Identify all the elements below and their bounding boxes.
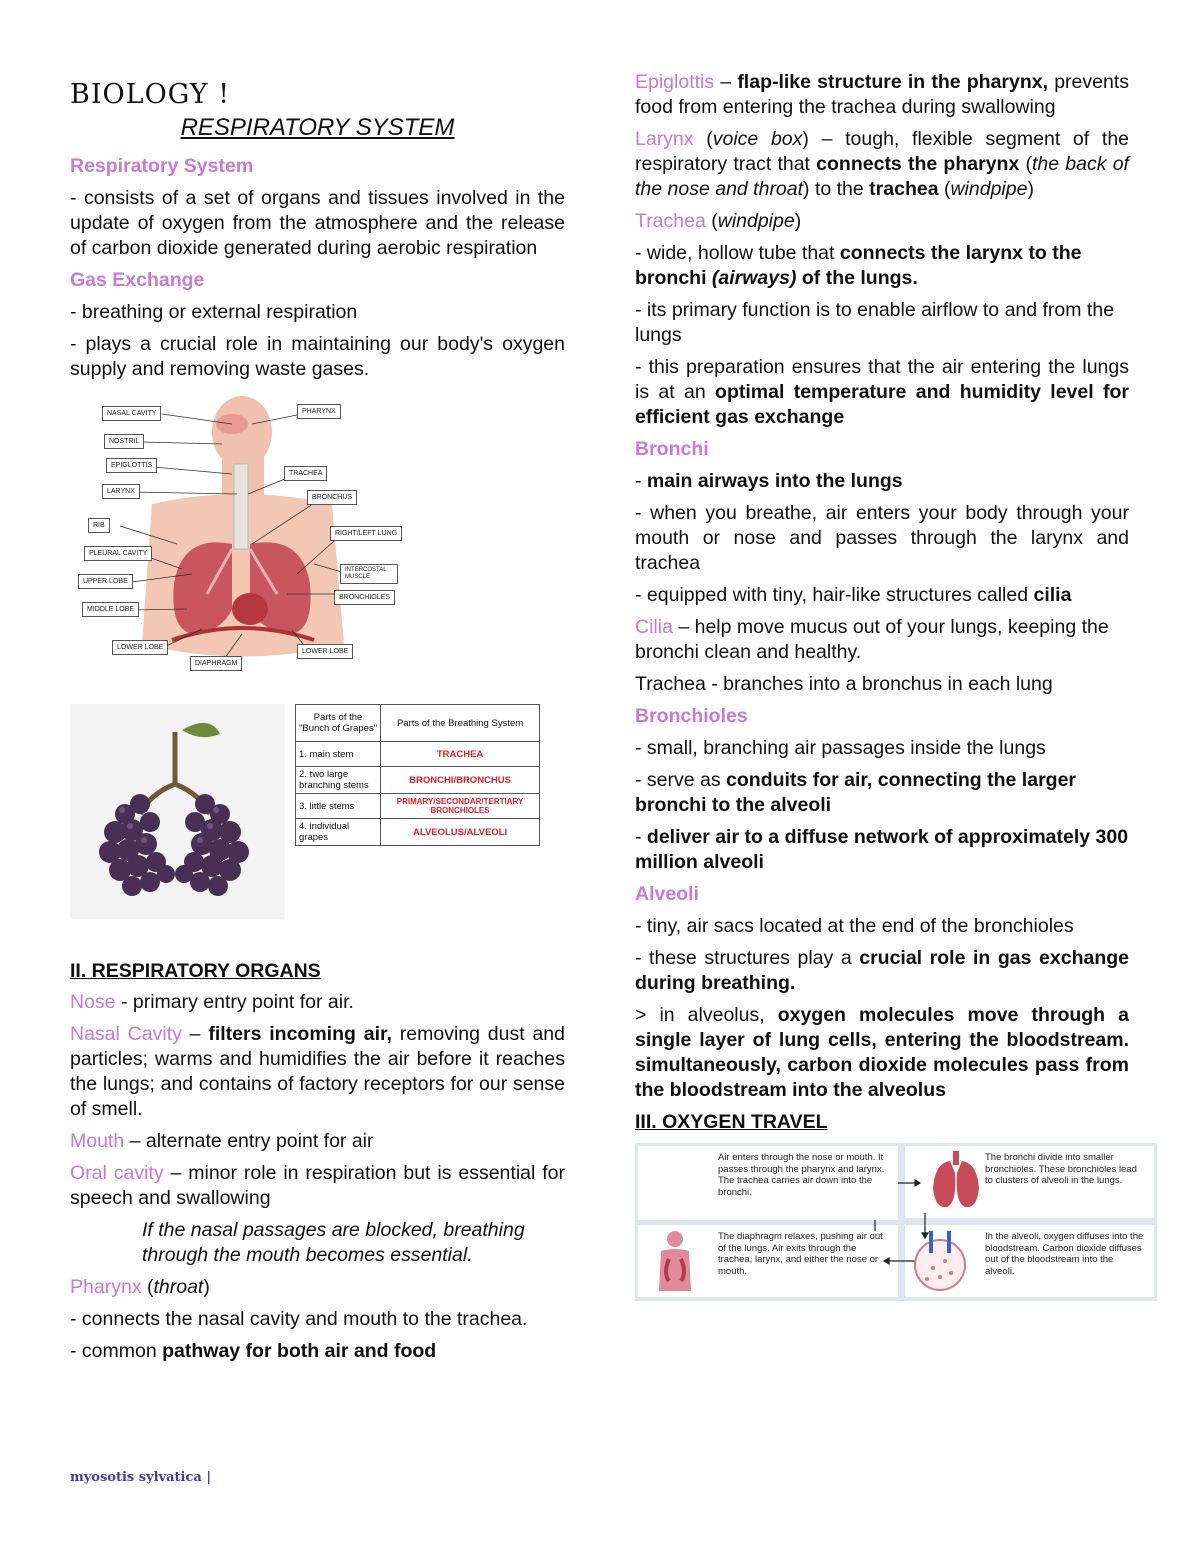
epiglottis-entry	[635, 70, 1129, 120]
trachea-bold: connects the larynx to the bronchi	[635, 242, 1082, 289]
paren: (	[705, 210, 718, 232]
oxygen-step-1-text: Air enters through the nose or mouth. It passes through the pharynx and larynx. The trachea carries air down into the bronchi.	[718, 1152, 885, 1198]
oral-cavity-term: Oral cavity	[70, 1162, 164, 1184]
table-cell: 4. individual grapes	[296, 819, 381, 846]
table-header-cell: Parts of the Breathing System	[381, 705, 540, 742]
trachea-branch-note: Trachea - branches into a bronchus in each lung	[635, 673, 1053, 695]
bunch-of-grapes-section	[70, 704, 565, 919]
table-row	[296, 819, 540, 846]
trachea-point-3	[635, 355, 1129, 430]
oxygen-travel-diagram	[635, 1143, 1157, 1301]
bronchi-bold: main airways into the lungs	[646, 470, 903, 492]
label-rib: RIB	[88, 518, 110, 533]
right-column	[635, 70, 1144, 1301]
label-pharynx: PHARYNX	[297, 404, 341, 419]
larynx-alt-name: voice box	[712, 128, 803, 150]
cilia-entry	[635, 615, 1129, 665]
trachea-bold: optimal temperature and humidity level for efficient gas exchange	[635, 381, 1129, 428]
bronchi-point-2: - when you breathe, air enters your body through your mouth or nose and passes through the larynx and trachea	[635, 502, 1129, 574]
bronchioles-point-3	[635, 825, 1129, 875]
gas-exchange-heading: Gas Exchange	[70, 269, 205, 291]
table-cell: 1. main stem	[296, 742, 381, 767]
gas-exchange-point-1: - breathing or external respiration	[70, 301, 358, 323]
nasal-cavity-entry	[70, 1022, 565, 1122]
text: - this preparation ensures that the air entering the lungs is at an	[635, 356, 1129, 403]
pharynx-point-1: - connects the nasal cavity and mouth to the trachea.	[70, 1308, 528, 1330]
oral-cavity-definition: – minor role in respiration but is essential for speech and swallowing	[70, 1162, 565, 1209]
bronchi-heading: Bronchi	[635, 438, 709, 460]
pharynx-term: Pharynx	[70, 1276, 142, 1298]
dash: –	[181, 1023, 209, 1045]
table-cell: 2. two large branching stems	[296, 767, 381, 794]
larynx-entry	[635, 127, 1129, 202]
left-column	[70, 70, 565, 1371]
alveoli-point-2	[635, 946, 1129, 996]
text: - common	[70, 1340, 163, 1362]
table-cell: PRIMARY/SECONDAR/TERTIARY BRONCHIOLES	[381, 794, 540, 819]
oral-cavity-entry	[70, 1161, 565, 1211]
text: - these structures play a	[635, 947, 860, 969]
trachea-italic: (airways)	[711, 267, 797, 289]
text: - serve as	[635, 769, 727, 791]
bronchioles-bold: conduits for air, connecting the larger bronchi to the alveoli	[635, 769, 1077, 816]
label-diaphragm: DIAPHRAGM	[190, 656, 242, 671]
larynx-italic: the back of the nose and throat	[635, 153, 1129, 200]
table-cell: 3. little stems	[296, 794, 381, 819]
oxygen-step-2-text: The bronchi divide into smaller bronchioles. These bronchioles lead to clusters of alveoli in the lungs.	[985, 1152, 1137, 1186]
paren: (	[693, 128, 713, 150]
nasal-cavity-term: Nasal Cavity	[70, 1023, 182, 1045]
respiratory-organs-heading: II. RESPIRATORY ORGANS	[70, 960, 321, 982]
page-subtitle: RESPIRATORY SYSTEM	[180, 114, 455, 141]
oxygen-step-2	[905, 1146, 1154, 1220]
mouth-term: Mouth	[70, 1130, 125, 1152]
table-cell: TRACHEA	[381, 742, 540, 767]
alveoli-point-3	[635, 1003, 1129, 1103]
bronchi-point-3	[635, 583, 1129, 608]
bronchi-point-1	[635, 469, 1129, 494]
trachea-bold: of the lungs.	[796, 267, 918, 289]
respiratory-diagram	[82, 394, 412, 684]
label-middle-lobe: MIDDLE LOBE	[82, 602, 139, 617]
alveoli-point-1: - tiny, air sacs located at the end of the bronchioles	[635, 915, 1074, 937]
text: -	[635, 826, 647, 848]
epiglottis-definition: prevents food from entering the trachea during swallowing	[635, 71, 1130, 118]
blocked-nasal-note: If the nasal passages are blocked, breathing through the mouth becomes essential.	[142, 1219, 525, 1266]
respiratory-system-heading: Respiratory System	[70, 155, 254, 177]
respiratory-system-definition: - consists of a set of organs and tissues involved in the update of oxygen from the atmosphere and the release of carbon dioxide generated during aerobic respiration	[70, 187, 565, 259]
paren: )	[1027, 178, 1034, 200]
table-row	[296, 742, 540, 767]
paren: (	[141, 1276, 154, 1298]
label-intercostal-muscle: INTERCOSTAL MUSCLE	[340, 564, 398, 584]
oxygen-step-3-text: The diaphragm relaxes, pushing air out of the lungs. Air exits through the trachea, larynx, and either the nose or mouth.	[718, 1231, 883, 1277]
label-bronchus: BRONCHUS	[307, 490, 357, 505]
larynx-term: Larynx	[635, 128, 694, 150]
paren: )	[203, 1276, 210, 1298]
nose-definition: - primary entry point for air.	[115, 991, 354, 1013]
nose-entry	[70, 990, 565, 1015]
table-header-cell: Parts of the "Bunch of Grapes"	[296, 705, 381, 742]
text: - equipped with tiny, hair-like structures called	[635, 584, 1034, 606]
paren: (	[938, 178, 951, 200]
trachea-alt-name: windpipe	[717, 210, 795, 232]
paren: )	[794, 210, 802, 232]
label-upper-lobe: UPPER LOBE	[78, 574, 133, 589]
label-nostril: NOSTRIL	[104, 434, 144, 449]
table-row	[296, 767, 540, 794]
oxygen-step-4	[905, 1225, 1154, 1299]
epiglottis-term: Epiglottis	[635, 71, 715, 93]
epiglottis-bold: flap-like structure in the pharynx,	[737, 71, 1049, 93]
label-epiglottis: EPIGLOTTIS	[106, 458, 157, 473]
grape-lungs-icon	[70, 704, 285, 919]
larynx-italic: windpipe	[950, 178, 1028, 200]
pharynx-alt-name: throat	[153, 1276, 204, 1298]
dash: –	[714, 71, 738, 93]
cilia-definition: – help move mucus out of your lungs, keeping the bronchi clean and healthy.	[635, 616, 1109, 663]
pharynx-point-2	[70, 1339, 565, 1364]
pharynx-entry	[70, 1275, 565, 1300]
alveoli-bold: oxygen molecules move through a single layer of lung cells, entering the bloodstream. simultaneously, carbon dioxide molecules pass from the bloodstream into the alveolus	[635, 1004, 1129, 1101]
label-nasal-cavity: NASAL CAVITY	[102, 406, 161, 421]
oxygen-step-3	[638, 1225, 898, 1299]
label-lower-lobe-right: LOWER LOBE	[297, 644, 353, 659]
label-pleural-cavity: PLEURAL CAVITY	[84, 546, 152, 561]
gas-exchange-point-2: - plays a crucial role in maintaining our body's oxygen supply and removing waste gases.	[70, 333, 565, 380]
text: - wide, hollow tube that	[635, 242, 840, 264]
text: > in alveolus,	[635, 1004, 778, 1026]
bunch-of-grapes-table	[295, 704, 540, 846]
mouth-entry	[70, 1129, 565, 1154]
mouth-definition: – alternate entry point for air	[124, 1130, 374, 1152]
table-cell: ALVEOLUS/ALVEOLI	[381, 819, 540, 846]
alveoli-bold: crucial role in gas exchange during breathing.	[635, 947, 1129, 994]
text: -	[635, 470, 647, 492]
paren: (	[1019, 153, 1032, 175]
text: ) – tough, flexible segment of the respiratory tract that	[635, 128, 1130, 175]
nose-term: Nose	[70, 991, 116, 1013]
oxygen-step-4-text: In the alveoli, oxygen diffuses into the bloodstream. Carbon dioxide diffuses out of the bloodstream into the alveoli.	[985, 1231, 1144, 1277]
larynx-bold: trachea	[869, 178, 939, 200]
page-title: BIOLOGY !	[70, 79, 231, 110]
label-bronchioles: BRONCHIOLES	[334, 590, 395, 605]
grape-lungs-image	[70, 704, 285, 919]
alveoli-heading: Alveoli	[635, 883, 699, 905]
nasal-cavity-definition: removing dust and particles; warms and humidifies the air before it reaches the lungs; and contains of factory receptors for our sense of smell.	[70, 1023, 565, 1120]
oxygen-travel-heading: III. OXYGEN TRAVEL	[635, 1111, 828, 1133]
trachea-point-1	[635, 241, 1129, 291]
trachea-point-2: - its primary function is to enable airflow to and from the lungs	[635, 299, 1115, 346]
text: ) to the	[803, 178, 870, 200]
label-trachea: TRACHEA	[284, 466, 327, 481]
trachea-term: Trachea	[635, 210, 706, 232]
table-header-row	[296, 705, 540, 742]
label-lower-lobe-left: LOWER LOBE	[112, 640, 168, 655]
bronchioles-point-1: - small, branching air passages inside the lungs	[635, 737, 1046, 759]
pharynx-bold: pathway for both air and food	[162, 1340, 437, 1362]
trachea-heading	[635, 209, 1129, 234]
cilia-term: Cilia	[635, 616, 673, 638]
bronchioles-heading: Bronchioles	[635, 705, 748, 727]
label-larynx: LARYNX	[102, 484, 140, 499]
bronchioles-bold: deliver air to a diffuse network of approximately 300 million alveoli	[635, 826, 1129, 873]
label-right-left-lung: RIGHT/LEFT LUNG	[330, 526, 402, 541]
footer-signature: myosotis sylvatica |	[70, 1470, 212, 1485]
bronchi-bold: cilia	[1033, 584, 1072, 606]
larynx-bold: connects the pharynx	[816, 153, 1020, 175]
bronchioles-point-2	[635, 768, 1129, 818]
table-row	[296, 794, 540, 819]
table-cell: BRONCHI/BRONCHUS	[381, 767, 540, 794]
oxygen-step-1	[638, 1146, 898, 1220]
nasal-cavity-bold: filters incoming air,	[208, 1023, 392, 1045]
